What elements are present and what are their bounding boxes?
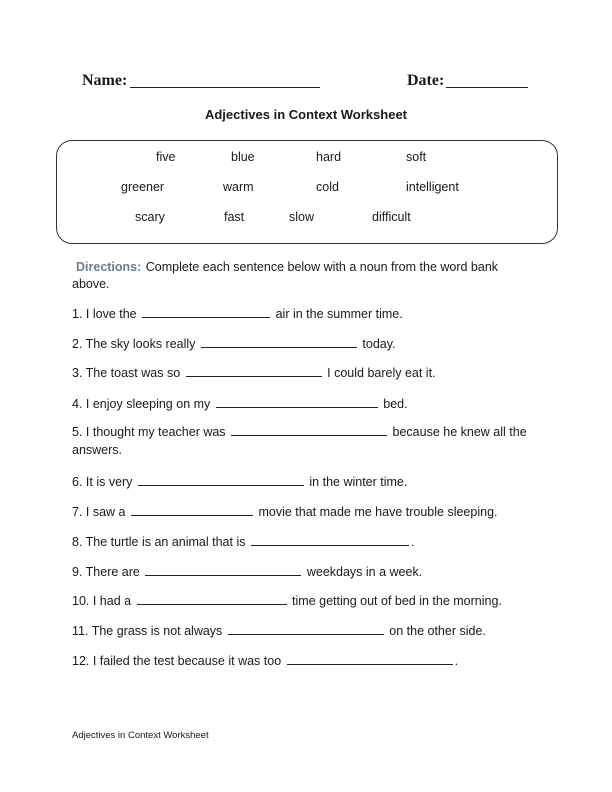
answer-blank[interactable] — [145, 564, 301, 576]
answer-blank[interactable] — [228, 623, 384, 635]
answer-blank[interactable] — [201, 336, 357, 348]
question-row — [72, 623, 486, 638]
question-text: 3. The toast was so — [72, 366, 181, 380]
question-text: in the winter time. — [309, 475, 408, 489]
question-row — [72, 534, 414, 549]
question-row — [72, 424, 527, 439]
answer-blank[interactable] — [186, 365, 322, 377]
question-text: 9. There are — [72, 565, 140, 579]
question-row — [72, 336, 396, 351]
directions-text-cont: above. — [72, 277, 110, 291]
question-row — [72, 564, 422, 579]
directions-label: Directions: — [76, 260, 142, 274]
question-text: today. — [362, 337, 396, 351]
question-text: time getting out of bed in the morning. — [292, 594, 502, 608]
question-text: 12. I failed the test because it was too — [72, 654, 282, 668]
bank-word: difficult — [372, 210, 411, 224]
question-text: 11. The grass is not always — [72, 624, 223, 638]
answer-blank[interactable] — [216, 396, 378, 408]
answer-blank[interactable] — [287, 653, 453, 665]
question-text: bed. — [383, 397, 408, 411]
worksheet-title: Adjectives in Context Worksheet — [204, 107, 408, 122]
question-text: 5. I thought my teacher was — [72, 425, 226, 439]
question-text: movie that made me have trouble sleeping. — [258, 505, 498, 519]
bank-word: intelligent — [406, 180, 459, 194]
directions — [76, 258, 498, 276]
question-text: . — [454, 654, 459, 668]
bank-word: soft — [406, 150, 427, 164]
answer-blank[interactable] — [138, 474, 304, 486]
question-text: 2. The sky looks really — [72, 337, 196, 351]
question-row — [72, 365, 436, 380]
answer-blank[interactable] — [142, 306, 270, 318]
footer-text: Adjectives in Context Worksheet — [72, 730, 209, 741]
date-field[interactable] — [446, 87, 528, 88]
question-text: I could barely eat it. — [327, 366, 436, 380]
question-row — [72, 653, 458, 668]
bank-word: hard — [316, 150, 342, 164]
bank-word: five — [156, 150, 176, 164]
question-row — [72, 504, 498, 519]
question-row-cont: answers. — [72, 443, 123, 457]
directions-text: Complete each sentence below with a noun from the word bank — [145, 260, 499, 274]
question-text: 1. I love the — [72, 307, 137, 321]
question-text: air in the summer time. — [275, 307, 403, 321]
question-row — [72, 396, 408, 411]
answer-blank[interactable] — [131, 504, 253, 516]
question-row — [72, 474, 407, 489]
answer-blank[interactable] — [231, 424, 387, 436]
bank-word: warm — [223, 180, 254, 194]
question-text: 7. I saw a — [72, 505, 126, 519]
question-text: 4. I enjoy sleeping on my — [72, 397, 211, 411]
name-field[interactable] — [130, 87, 320, 88]
question-text: on the other side. — [389, 624, 486, 638]
bank-word: blue — [231, 150, 255, 164]
question-row — [72, 306, 403, 321]
answer-blank[interactable] — [251, 534, 409, 546]
question-text: weekdays in a week. — [306, 565, 423, 579]
question-text: because he knew all the — [392, 425, 527, 439]
question-text: 10. I had a — [72, 594, 132, 608]
bank-word: scary — [135, 210, 165, 224]
question-text: 6. It is very — [72, 475, 133, 489]
question-text: 8. The turtle is an animal that is — [72, 535, 246, 549]
bank-word: greener — [121, 180, 165, 194]
bank-word: cold — [316, 180, 339, 194]
date-label: Date: — [407, 72, 445, 89]
question-text: . — [410, 535, 415, 549]
bank-word: slow — [289, 210, 315, 224]
bank-word: fast — [224, 210, 245, 224]
name-label: Name: — [82, 72, 128, 89]
question-row — [72, 593, 502, 608]
answer-blank[interactable] — [137, 593, 287, 605]
